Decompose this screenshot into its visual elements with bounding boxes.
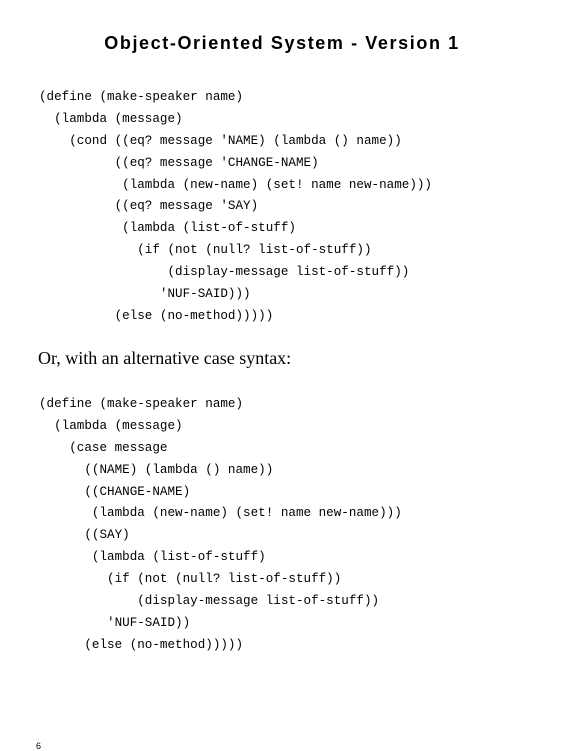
code-block-case-syntax (39, 394, 402, 657)
code-block-case-cond (39, 87, 432, 328)
code-line: ((SAY) (39, 528, 130, 543)
page-number: 6 (36, 741, 42, 751)
code-line: (if (not (null? list-of-stuff)) (39, 243, 372, 258)
code-line: (else (no-method))))) (39, 308, 274, 323)
code-line: (lambda (message) (39, 418, 183, 433)
code-line: (lambda (list-of-stuff) (39, 221, 296, 236)
code-line: (if (not (null? list-of-stuff)) (39, 572, 342, 587)
prose-paragraph: Or, with an alternative case syntax: (38, 348, 292, 368)
code-line: ((eq? message 'CHANGE-NAME) (39, 155, 319, 170)
code-line: (display-message list-of-stuff)) (39, 594, 380, 609)
code-line: (lambda (list-of-stuff) (39, 550, 266, 565)
code-line: 'NUF-SAID))) (39, 287, 251, 302)
page-title: Object-Oriented System - Version 1 (104, 33, 460, 53)
code-line: ((CHANGE-NAME) (39, 484, 191, 499)
code-line: (else (no-method))))) (39, 637, 244, 652)
code-line: (lambda (message) (39, 111, 183, 126)
code-line: (lambda (new-name) (set! name new-name))) (39, 506, 402, 521)
code-line: (define (make-speaker name) (39, 90, 244, 104)
code-line: (cond ((eq? message 'NAME) (lambda () name)) (39, 133, 402, 148)
code-line: (display-message list-of-stuff)) (39, 265, 410, 280)
code-line: ((eq? message 'SAY) (39, 199, 259, 214)
code-line: (case message (39, 440, 168, 455)
code-line: (lambda (new-name) (set! name new-name))) (39, 177, 432, 192)
code-line: ((NAME) (lambda () name)) (39, 462, 274, 477)
code-line: 'NUF-SAID)) (39, 615, 191, 630)
code-line: (define (make-speaker name) (39, 397, 244, 411)
